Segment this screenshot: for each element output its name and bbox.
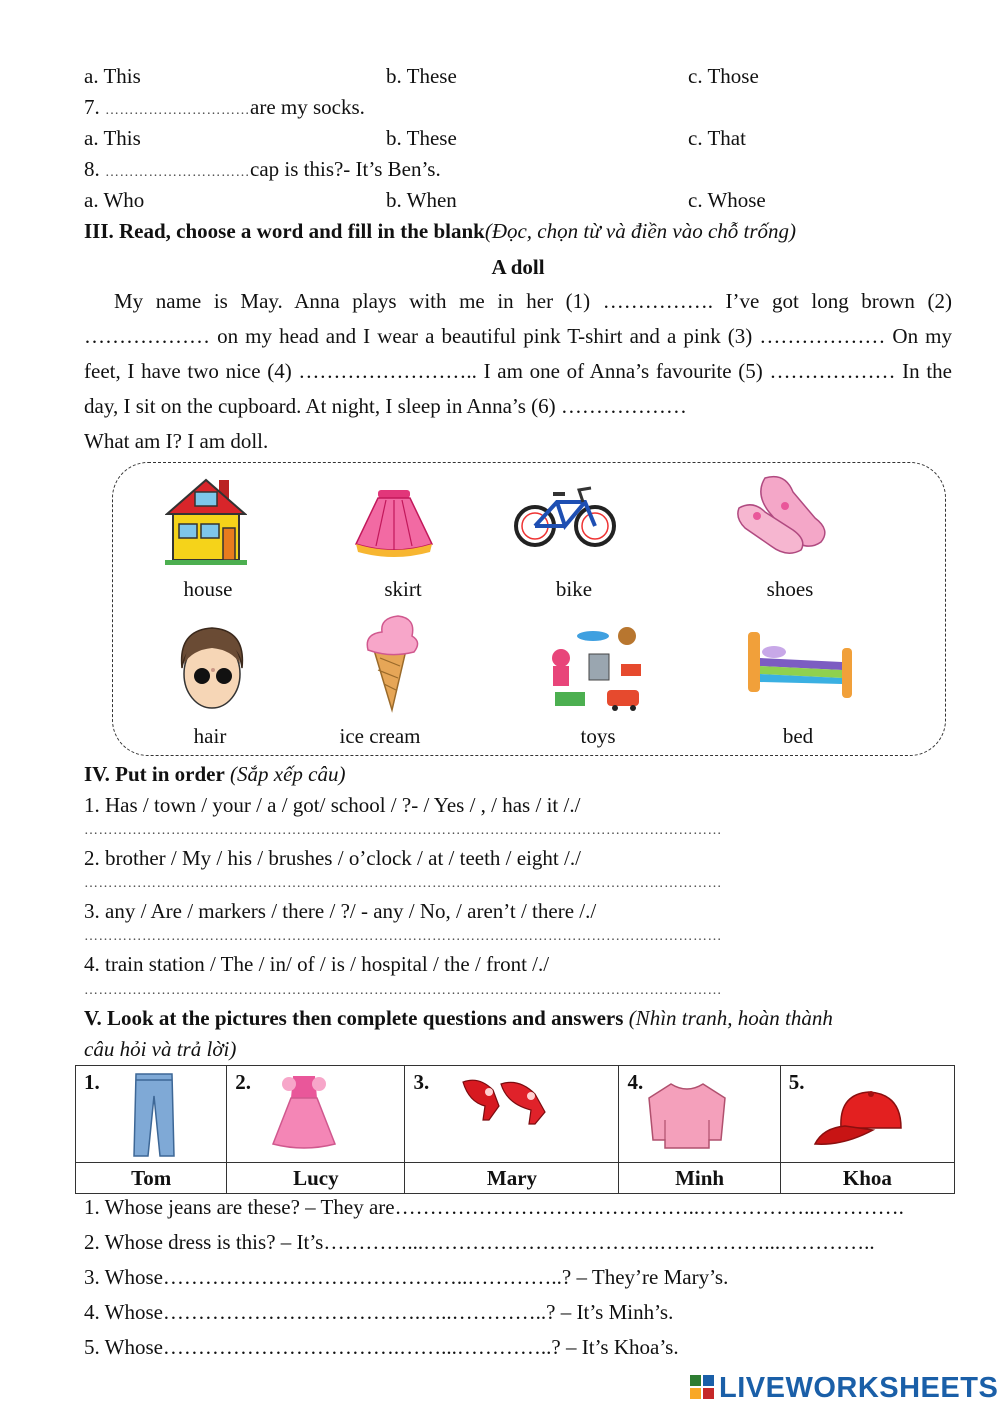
picture-cell-4 [619, 1066, 780, 1163]
pictures-table [75, 1065, 955, 1194]
section-3-heading-bold: III. Read, choose a word and fill in the blank [84, 219, 485, 243]
owner-name-2: Lucy [227, 1163, 405, 1194]
question-8 [84, 157, 441, 182]
picture-cell-3 [405, 1066, 619, 1163]
word-shoes[interactable]: shoes [766, 577, 814, 601]
passage-closing: What am I? I am doll. [84, 429, 269, 453]
question-line-3[interactable]: 3. Whose……………………………………..…………..? – They’re Mary’s. [84, 1265, 729, 1289]
owner-name-5: Khoa [780, 1163, 954, 1194]
section-5-heading-bold: V. Look at the pictures then complete questions and answers [84, 1006, 624, 1030]
picture-cell-1 [76, 1066, 227, 1163]
section-5-heading-italic-1: (Nhìn tranh, hoàn thành [628, 1006, 833, 1030]
liveworksheets-mark-icon [690, 1375, 716, 1399]
q7-option-c[interactable]: c. That [688, 126, 746, 150]
toys-icon [549, 624, 649, 712]
question-7 [84, 95, 365, 120]
section-4-heading-italic: (Sắp xếp câu) [230, 762, 346, 786]
section-5-heading [84, 1006, 833, 1031]
word-toys[interactable]: toys [580, 724, 616, 748]
answer-line-1[interactable]: …………………………………………………………………………………………………………………… [84, 823, 722, 838]
passage-line-4: day, I sit on the cupboard. At night, I sleep in Anna’s (6) ……………… [84, 394, 687, 418]
word-bed[interactable]: bed [782, 724, 814, 748]
question-7-number: 7. [84, 95, 100, 119]
picture-number-5: 5. [788, 1070, 805, 1094]
hair-icon [176, 624, 248, 712]
picture-number-1: 1. [84, 1070, 100, 1094]
passage [84, 284, 952, 459]
answer-line-4[interactable]: …………………………………………………………………………………………………………………… [84, 983, 722, 998]
shoes-icon [735, 470, 835, 556]
owner-name-4: Minh [619, 1163, 780, 1194]
picture-number-2: 2. [235, 1070, 252, 1094]
liveworksheets-brand-name: LIVEWORKSHEETS [719, 1372, 999, 1404]
section-4-heading-bold: IV. Put in order [84, 762, 225, 786]
picture-number-3: 3. [413, 1070, 430, 1094]
question-line-4[interactable]: 4. Whose……………………………….…..…………..? – It’s Minh’s. [84, 1300, 674, 1324]
picture-cell-2 [227, 1066, 405, 1163]
question-7-blank[interactable]: ………………………… [105, 103, 250, 118]
order-item-3: 3. any / Are / markers / there / ?/ - any / No, / aren’t / there /./ [84, 899, 597, 923]
bike-icon [513, 482, 617, 550]
cap-icon [813, 1088, 905, 1152]
q7-option-b[interactable]: b. These [386, 126, 457, 150]
question-8-number: 8. [84, 157, 100, 181]
sweater-icon [645, 1080, 729, 1150]
order-item-2: 2. brother / My / his / brushes / o’clock / at / teeth / eight /./ [84, 846, 581, 870]
question-7-text: are my socks. [250, 95, 365, 119]
q6-option-b[interactable]: b. These [386, 64, 457, 88]
passage-line-1: My name is May. Anna plays with me in her (1) ……………. I’ve got long brown (2) [114, 289, 952, 313]
jeans-icon [132, 1072, 176, 1158]
q8-option-c[interactable]: c. Whose [688, 188, 766, 212]
word-skirt[interactable]: skirt [384, 577, 422, 601]
ice-cream-icon [356, 610, 426, 714]
skirt-icon [352, 486, 436, 558]
picture-cell-5 [780, 1066, 954, 1163]
section-5-heading-italic-2: câu hỏi và trả lời) [84, 1037, 237, 1061]
dress-icon [271, 1072, 337, 1150]
passage-line-2: ……………… on my head and I wear a beautiful pink T-shirt and a pink (3) ……………… On my [84, 324, 952, 348]
word-ice-cream[interactable]: ice cream [339, 724, 421, 748]
q8-option-b[interactable]: b. When [386, 188, 457, 212]
answer-line-2[interactable]: …………………………………………………………………………………………………………………… [84, 876, 722, 891]
bed-icon [744, 628, 856, 702]
liveworksheets-logo [690, 1372, 998, 1405]
question-8-blank[interactable]: ………………………… [105, 165, 250, 180]
passage-title: A doll [491, 255, 545, 279]
question-line-5[interactable]: 5. Whose…………………………….……...…………..? – It’s Khoa’s. [84, 1335, 679, 1359]
owner-name-3: Mary [405, 1163, 619, 1194]
passage-line-3: feet, I have two nice (4) …………………….. I am one of Anna’s favourite (5) ……………… In the [84, 359, 952, 383]
question-line-1[interactable]: 1. Whose jeans are these? – They are……………………………………..……………..…………. [84, 1195, 904, 1219]
owner-name-1: Tom [76, 1163, 227, 1194]
q6-option-c[interactable]: c. Those [688, 64, 759, 88]
section-4-heading [84, 762, 346, 787]
section-3-heading [84, 219, 796, 244]
picture-number-4: 4. [627, 1070, 644, 1094]
word-hair[interactable]: hair [193, 724, 227, 748]
word-bike[interactable]: bike [555, 577, 593, 601]
red-shoes-icon [459, 1072, 551, 1128]
house-icon [165, 474, 247, 566]
word-house[interactable]: house [183, 577, 233, 601]
question-8-text: cap is this?- It’s Ben’s. [250, 157, 441, 181]
section-3-heading-italic: (Đọc, chọn từ và điền vào chỗ trống) [484, 219, 797, 243]
q6-option-a[interactable]: a. This [84, 64, 141, 88]
answer-line-3[interactable]: …………………………………………………………………………………………………………………… [84, 929, 722, 944]
order-item-4: 4. train station / The / in/ of / is / hospital / the / front /./ [84, 952, 550, 976]
question-line-2[interactable]: 2. Whose dress is this? – It’s…………...…………………………….……………...………….. [84, 1230, 875, 1254]
q8-option-a[interactable]: a. Who [84, 188, 145, 212]
order-item-1: 1. Has / town / your / a / got/ school / ?- / Yes / , / has / it /./ [84, 793, 581, 817]
q7-option-a[interactable]: a. This [84, 126, 141, 150]
